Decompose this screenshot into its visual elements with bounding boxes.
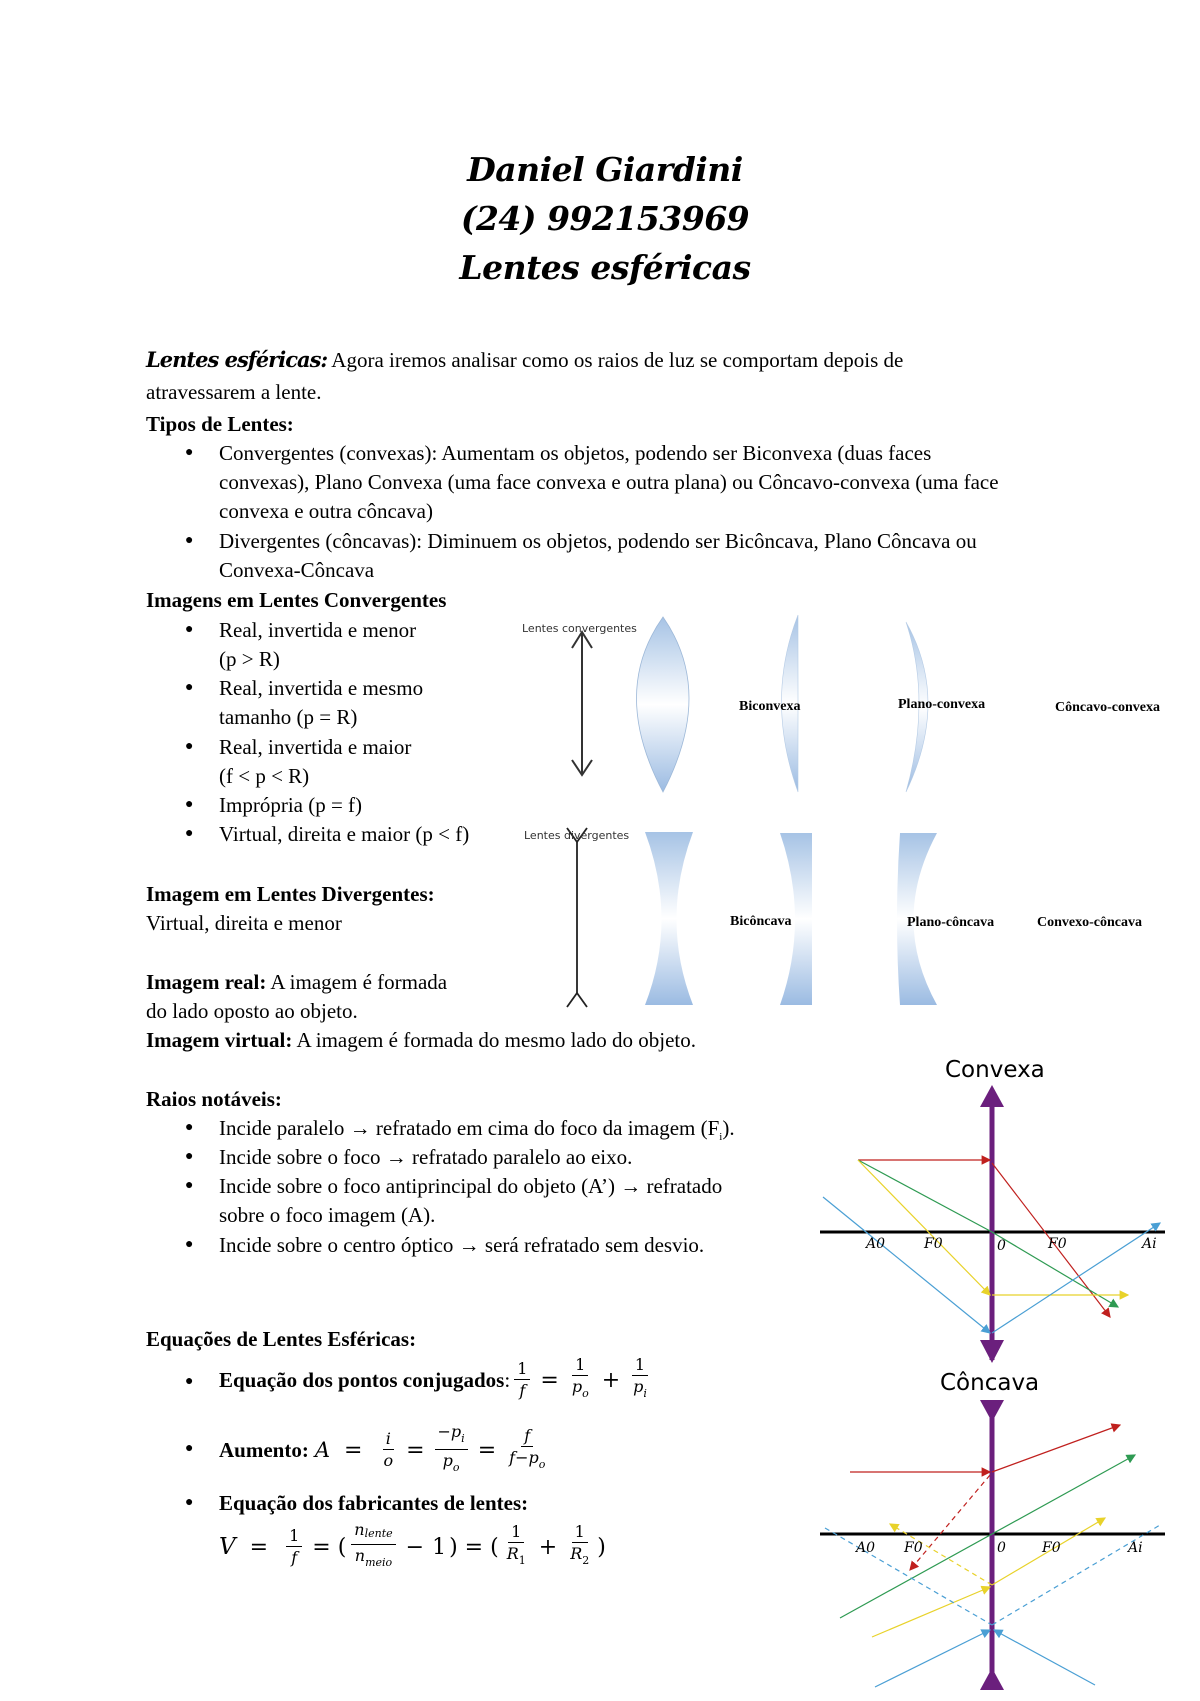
bullet-icon: ● <box>185 1120 194 1135</box>
subscript: o <box>538 1457 546 1471</box>
diagram-title-concava: Côncava <box>940 1370 1040 1396</box>
imagem-virtual-label: Imagem virtual: <box>146 1028 293 1052</box>
equals-sign: = <box>249 1534 269 1560</box>
plus-sign: + <box>601 1367 621 1393</box>
denominator <box>440 1450 463 1479</box>
list-item-line: Incide sobre o foco → refratado paralelo ao eixo. <box>219 1145 633 1169</box>
lens-types-figure <box>510 600 1200 1010</box>
fraction <box>567 1522 592 1572</box>
bullet-icon: ● <box>185 1495 194 1510</box>
equation-magnification <box>219 1422 552 1479</box>
numerator: 1 <box>572 1522 588 1543</box>
equation-label: Aumento: <box>219 1438 309 1462</box>
equals-sign: = <box>406 1438 425 1463</box>
plus-sign: + <box>538 1534 558 1560</box>
right-paren: ) <box>449 1534 458 1560</box>
axis-label-f0-left: F0 <box>904 1540 923 1556</box>
colon: : <box>504 1367 511 1392</box>
ray-rule-text: Incide paralelo → refratado em cima do foco da imagem (F <box>219 1116 720 1140</box>
subscript: i <box>643 1387 647 1400</box>
numerator: 1 <box>286 1526 302 1547</box>
bullet-icon: ● <box>185 797 194 812</box>
intro-label: Lentes esféricas: <box>146 347 328 372</box>
R-symbol: R <box>570 1544 583 1563</box>
numerator <box>435 1422 468 1450</box>
bullet-icon: ● <box>185 533 194 548</box>
n-symbol: n <box>354 1546 366 1565</box>
subscript: i <box>719 1131 723 1143</box>
list-item-line: convexas), Plano Convexa (uma face convexa e outra plana) ou Côncavo-convexa (uma face <box>219 470 999 494</box>
intro-text-line2: atravessarem a lente. <box>146 380 322 404</box>
axis-label-a0: A0 <box>866 1236 886 1252</box>
axis-label-a0: A0 <box>856 1540 876 1556</box>
denominator <box>567 1543 592 1572</box>
A-symbol: A <box>314 1438 330 1462</box>
intro-text: Agora iremos analisar como os raios de luz se comportam depois de <box>331 348 904 372</box>
fraction <box>630 1355 650 1405</box>
bullet-icon: ● <box>185 680 194 695</box>
equals-sign: = <box>540 1367 559 1393</box>
subscript: lente <box>364 1527 393 1540</box>
axis-label-ai: Ai <box>1142 1236 1157 1252</box>
axis-label-f0-right: F0 <box>1042 1540 1061 1556</box>
caption-lentes-divergentes: Lentes divergentes <box>524 829 630 842</box>
axis-label-origin: 0 <box>997 1540 1006 1556</box>
list-item-line: Incide sobre o foco antiprincipal do objeto (A’) → refratado <box>219 1174 723 1198</box>
imagem-virtual-text: A imagem é formada do mesmo lado do objeto. <box>296 1028 696 1052</box>
divergentes-text: Virtual, direita e menor <box>146 911 342 935</box>
fraction <box>504 1522 529 1572</box>
axis-label-f0-left: F0 <box>924 1236 943 1252</box>
lens-label-biconcava: Bicôncava <box>730 914 792 929</box>
left-paren: ( <box>490 1534 499 1560</box>
intro-paragraph <box>146 345 903 375</box>
bullet-icon: ● <box>185 445 194 460</box>
lens-label-concavo-convexa: Côncavo-convexa <box>1055 700 1160 715</box>
list-item-line: Convergentes (convexas): Aumentam os objetos, podendo ser Biconvexa (duas faces <box>219 441 932 465</box>
list-item-line: Real, invertida e menor <box>219 618 417 642</box>
list-item-line: tamanho (p = R) <box>219 705 358 729</box>
document-header <box>0 145 1200 292</box>
section-heading-tipos: Tipos de Lentes: <box>146 412 294 436</box>
imagem-virtual-line <box>146 1026 696 1055</box>
denominator <box>569 1376 592 1405</box>
lens-label-plano-concava: Plano-côncava <box>907 915 995 930</box>
axis-label-f0-right: F0 <box>1048 1236 1067 1252</box>
lens-label-biconvexa: Biconvexa <box>739 699 801 714</box>
ray-rule-text-end: ). <box>722 1116 735 1140</box>
list-item-line: Real, invertida e mesmo <box>219 676 424 700</box>
numerator: 1 <box>508 1522 524 1543</box>
equation-conjugate-points <box>219 1355 654 1405</box>
equals-sign: = <box>344 1438 363 1463</box>
bullet-icon: ● <box>185 622 194 637</box>
bullet-icon: ● <box>185 1178 194 1193</box>
fraction <box>380 1429 396 1472</box>
p-symbol: p <box>633 1377 644 1396</box>
numerator: 1 <box>632 1355 648 1376</box>
imagem-real-text-line2: do lado oposto ao objeto. <box>146 999 358 1023</box>
author-name: Daniel Giardini <box>467 150 743 189</box>
neg-p: −p <box>437 1422 462 1441</box>
list-item-line: Incide sobre o centro óptico → será refratado sem desvio. <box>219 1233 705 1257</box>
convex-lens-ray-diagram <box>820 1085 1200 1365</box>
denominator: f <box>291 1547 298 1567</box>
n-symbol: n <box>354 1520 365 1539</box>
fraction <box>286 1526 302 1569</box>
subscript: o <box>582 1387 589 1400</box>
fraction <box>351 1520 395 1574</box>
section-heading-equacoes: Equações de Lentes Esféricas: <box>146 1327 417 1351</box>
one: 1 <box>432 1534 447 1560</box>
denominator <box>630 1376 650 1405</box>
equation-label: Equação dos pontos conjugados <box>219 1367 505 1392</box>
numerator: 1 <box>514 1359 530 1380</box>
fraction <box>569 1355 592 1405</box>
fraction <box>506 1426 548 1476</box>
R-symbol: R <box>506 1544 519 1563</box>
bullet-icon: ● <box>185 826 194 841</box>
list-item-line: Virtual, direita e maior (p < f) <box>219 822 470 846</box>
bullet-icon: ● <box>185 739 194 754</box>
denominator <box>352 1545 395 1574</box>
subscript: i <box>461 1432 465 1445</box>
numerator: 1 <box>572 1355 588 1376</box>
V-symbol: V <box>219 1533 236 1560</box>
p-symbol: p <box>442 1451 453 1470</box>
f-minus-p: f−p <box>509 1447 539 1467</box>
concave-lens-ray-diagram <box>820 1400 1200 1696</box>
equals-sign: = <box>464 1534 484 1560</box>
minus-sign: − <box>405 1534 425 1560</box>
bullet-icon: ● <box>185 1441 194 1456</box>
fraction <box>435 1422 468 1479</box>
caption-lentes-convergentes: Lentes convergentes <box>522 622 637 635</box>
section-heading-divergentes: Imagem em Lentes Divergentes: <box>146 882 435 906</box>
numerator: f <box>521 1426 533 1447</box>
subscript: 2 <box>582 1554 590 1567</box>
denominator <box>506 1447 548 1476</box>
lens-label-convexo-concava: Convexo-côncava <box>1037 915 1142 930</box>
list-item-line: Convexa-Côncava <box>219 558 375 582</box>
list-item-line: convexa e outra côncava) <box>219 499 433 523</box>
denominator: o <box>383 1451 394 1470</box>
equals-sign: = <box>477 1438 497 1463</box>
right-paren: ) <box>597 1534 606 1560</box>
imagem-real-label: Imagem real: <box>146 970 267 994</box>
axis-label-origin: 0 <box>997 1238 1006 1254</box>
imagem-real-line <box>146 968 447 997</box>
numerator: i <box>383 1429 394 1450</box>
bullet-icon: ● <box>185 1374 194 1389</box>
left-paren: ( <box>337 1534 347 1560</box>
equation-lensmaker <box>219 1520 607 1574</box>
p-symbol: p <box>571 1377 583 1396</box>
list-item-line: (p > R) <box>219 647 280 671</box>
list-item-line: Real, invertida e maior <box>219 735 412 759</box>
numerator <box>351 1520 395 1545</box>
phone-number: (24) 992153969 <box>460 199 750 238</box>
bullet-icon: ● <box>185 1149 194 1164</box>
section-heading-raios: Raios notáveis: <box>146 1087 282 1111</box>
list-item-line: Divergentes (côncavas): Diminuem os objetos, podendo ser Bicôncava, Plano Côncava ou <box>219 529 977 553</box>
subscript: 1 <box>518 1554 526 1567</box>
equation-label-fabricantes: Equação dos fabricantes de lentes: <box>219 1491 529 1515</box>
denominator: f <box>519 1380 526 1400</box>
section-heading-convergentes: Imagens em Lentes Convergentes <box>146 588 447 612</box>
list-item-line: Imprópria (p = f) <box>219 793 363 817</box>
imagem-real-text: A imagem é formada <box>270 970 448 994</box>
diagram-title-convexa: Convexa <box>945 1057 1045 1083</box>
lens-label-plano-convexa: Plano-convexa <box>898 697 986 712</box>
document-title: Lentes esféricas <box>459 248 751 287</box>
subscript: meio <box>365 1556 393 1569</box>
denominator <box>504 1543 529 1572</box>
ray-diagram-concava <box>820 1400 1200 1696</box>
list-item-line: (f < p < R) <box>219 764 310 788</box>
list-item-line: sobre o foco imagem (A). <box>219 1203 436 1227</box>
axis-label-ai: Ai <box>1128 1540 1143 1556</box>
equals-sign: = <box>312 1534 331 1560</box>
fraction <box>514 1359 530 1402</box>
subscript: o <box>452 1461 460 1474</box>
bullet-icon: ● <box>185 1237 194 1252</box>
lens-shapes-illustration <box>510 600 1200 1010</box>
ray-diagram-convexa <box>820 1085 1200 1365</box>
